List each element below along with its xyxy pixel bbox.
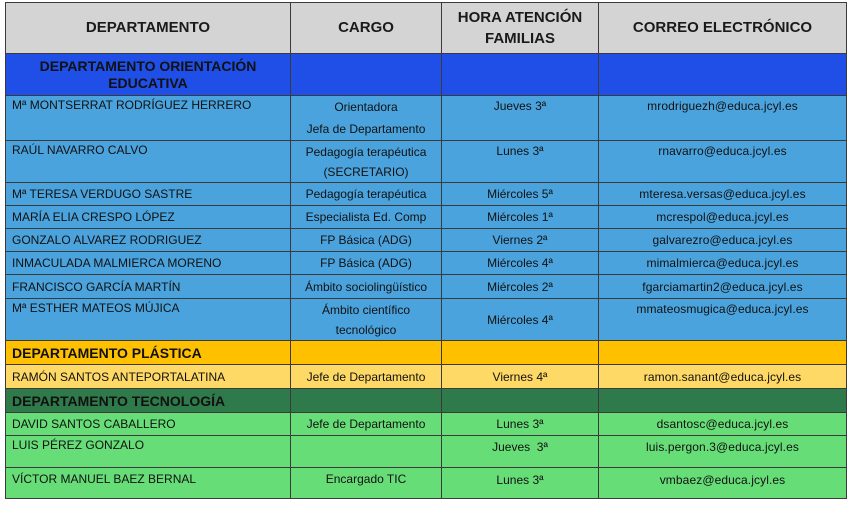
dept-orientacion-title (6, 54, 291, 96)
person-name: Mª ESTHER MATEOS MÚJICA (6, 299, 291, 341)
person-cargo: Especialista Ed. Comp (291, 206, 442, 229)
person-hora: Jueves 3ª (442, 96, 599, 141)
person-hora: Jueves 3ª (442, 436, 599, 468)
dept-orientacion-title-line1: DEPARTAMENTO ORIENTACIÓN (39, 57, 257, 74)
person-cargo-line2: Jefa de Departamento (306, 122, 426, 136)
person-hora: Miércoles 4ª (442, 299, 599, 341)
person-name: Mª MONTSERRAT RODRÍGUEZ HERRERO (6, 96, 291, 141)
header-hora-line2: FAMILIAS (485, 30, 555, 47)
person-name: FRANCISCO GARCÍA MARTÍN (6, 275, 291, 299)
person-email[interactable]: mimalmierca@educa.jcyl.es (599, 252, 847, 275)
person-hora: Viernes 2ª (442, 229, 599, 252)
dept-tecnologia-title: DEPARTAMENTO TECNOLOGÍA (6, 389, 291, 413)
person-email[interactable]: ramon.sanant@educa.jcyl.es (599, 365, 847, 389)
header-hora-line1: HORA ATENCIÓN (457, 9, 583, 26)
table-row (6, 275, 847, 299)
person-cargo: Jefe de Departamento (291, 413, 442, 436)
table-row (6, 206, 847, 229)
person-hora: Miércoles 5ª (442, 183, 599, 206)
person-cargo-line1: Ámbito científico (321, 303, 411, 317)
person-cargo-line2: tecnológico (335, 323, 397, 337)
person-email[interactable]: galvarezro@educa.jcyl.es (599, 229, 847, 252)
person-email[interactable]: mrodriguezh@educa.jcyl.es (599, 96, 847, 141)
table-row (6, 141, 847, 183)
person-name: Mª TERESA VERDUGO SASTRE (6, 183, 291, 206)
person-cargo: Pedagogía terapéutica (291, 183, 442, 206)
person-email[interactable]: vmbaez@educa.jcyl.es (599, 468, 847, 499)
table-row (6, 413, 847, 436)
person-hora: Lunes 3ª (442, 141, 599, 183)
header-departamento: DEPARTAMENTO (6, 3, 291, 54)
table-row (6, 229, 847, 252)
header-row (6, 3, 847, 54)
person-name: DAVID SANTOS CABALLERO (6, 413, 291, 436)
person-cargo (291, 299, 442, 341)
person-hora: Viernes 4ª (442, 365, 599, 389)
person-name: RAÚL NAVARRO CALVO (6, 141, 291, 183)
table-row (6, 468, 847, 499)
person-hora: Miércoles 2ª (442, 275, 599, 299)
table-row (6, 365, 847, 389)
person-cargo (291, 141, 442, 183)
person-cargo (291, 96, 442, 141)
dept-orientacion-title-line2: EDUCATIVA (108, 74, 188, 91)
person-cargo-line1: Orientadora (334, 100, 398, 114)
person-hora: Lunes 3ª (442, 468, 599, 499)
person-cargo-line2: (SECRETARIO) (323, 165, 409, 179)
person-cargo: Jefe de Departamento (291, 365, 442, 389)
person-hora: Miércoles 1ª (442, 206, 599, 229)
dept-plastica-title: DEPARTAMENTO PLÁSTICA (6, 341, 291, 365)
person-email[interactable]: dsantosc@educa.jcyl.es (599, 413, 847, 436)
table-row (6, 96, 847, 141)
person-cargo: Encargado TIC (291, 468, 442, 499)
table-row (6, 299, 847, 341)
header-correo: CORREO ELECTRÓNICO (599, 3, 847, 54)
person-cargo: FP Básica (ADG) (291, 252, 442, 275)
person-name: VÍCTOR MANUEL BAEZ BERNAL (6, 468, 291, 499)
person-cargo: FP Básica (ADG) (291, 229, 442, 252)
table-row (6, 252, 847, 275)
person-email[interactable]: mcrespol@educa.jcyl.es (599, 206, 847, 229)
header-cargo: CARGO (291, 3, 442, 54)
header-hora (442, 3, 599, 54)
table-row (6, 183, 847, 206)
person-email[interactable]: fgarciamartin2@educa.jcyl.es (599, 275, 847, 299)
person-name: GONZALO ALVAREZ RODRIGUEZ (6, 229, 291, 252)
contact-table (5, 2, 847, 499)
person-name: MARÍA ELIA CRESPO LÓPEZ (6, 206, 291, 229)
person-email[interactable]: rnavarro@educa.jcyl.es (599, 141, 847, 183)
person-hora: Lunes 3ª (442, 413, 599, 436)
table-row (6, 436, 847, 468)
person-name: INMACULADA MALMIERCA MORENO (6, 252, 291, 275)
person-name: LUIS PÉREZ GONZALO (6, 436, 291, 468)
person-hora: Miércoles 4ª (442, 252, 599, 275)
person-cargo (291, 436, 442, 468)
dept-orientacion-row (6, 54, 847, 96)
person-cargo: Ámbito sociolingüístico (291, 275, 442, 299)
dept-plastica-row (6, 341, 847, 365)
person-email[interactable]: mmateosmugica@educa.jcyl.es (599, 299, 847, 341)
person-email[interactable]: luis.pergon.3@educa.jcyl.es (599, 436, 847, 468)
person-name: RAMÓN SANTOS ANTEPORTALATINA (6, 365, 291, 389)
dept-tecnologia-row (6, 389, 847, 413)
person-email[interactable]: mteresa.versas@educa.jcyl.es (599, 183, 847, 206)
person-cargo-line1: Pedagogía terapéutica (305, 145, 427, 159)
